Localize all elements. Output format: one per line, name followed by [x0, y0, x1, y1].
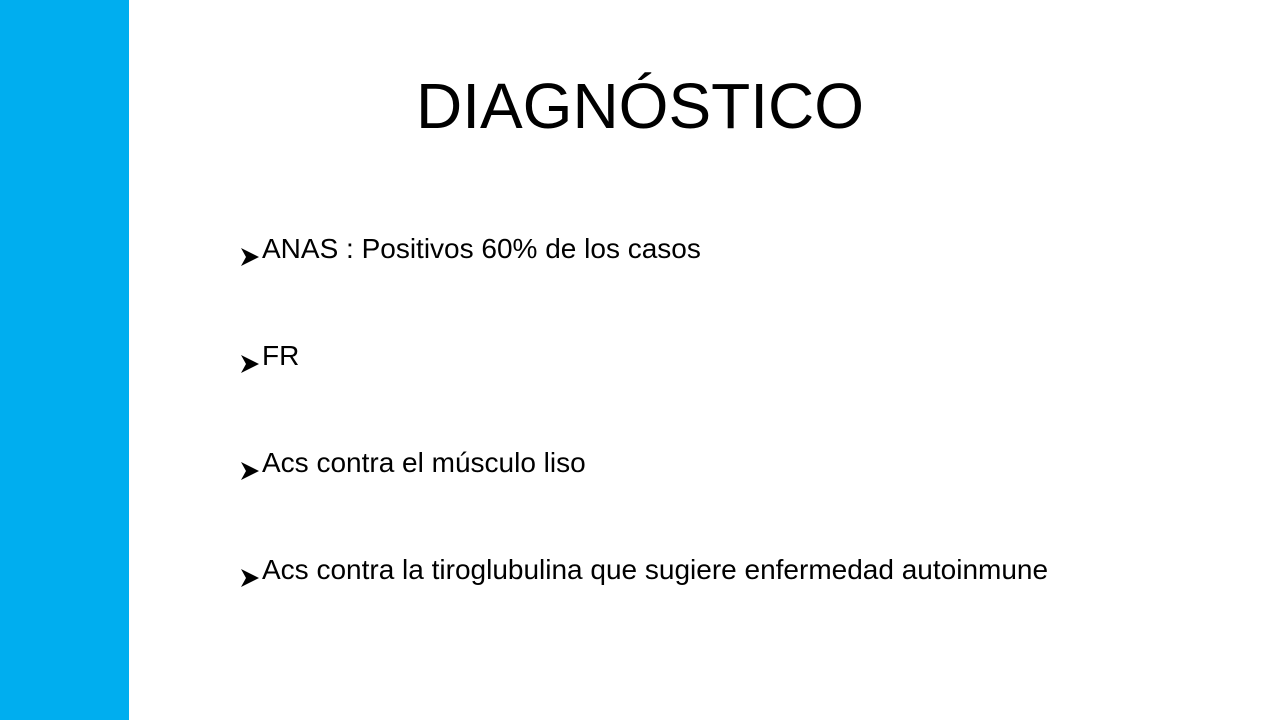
arrow-bullet-icon: [240, 239, 260, 259]
bullet-text: FR: [262, 340, 300, 371]
slide-title: DIAGNÓSTICO: [415, 70, 865, 142]
arrow-bullet-icon: [240, 453, 260, 473]
list-item: [240, 337, 1140, 375]
list-item: [240, 230, 1140, 268]
list-item: [240, 551, 1140, 589]
arrow-bullet-icon: [240, 560, 260, 580]
list-item: [240, 444, 1140, 482]
bullet-text: Acs contra el músculo liso: [262, 447, 586, 478]
bullet-text: ANAS : Positivos 60% de los casos: [262, 233, 701, 264]
bullet-text: Acs contra la tiroglubulina que sugiere enfermedad autoinmune: [262, 554, 1049, 585]
arrow-bullet-icon: [240, 346, 260, 366]
